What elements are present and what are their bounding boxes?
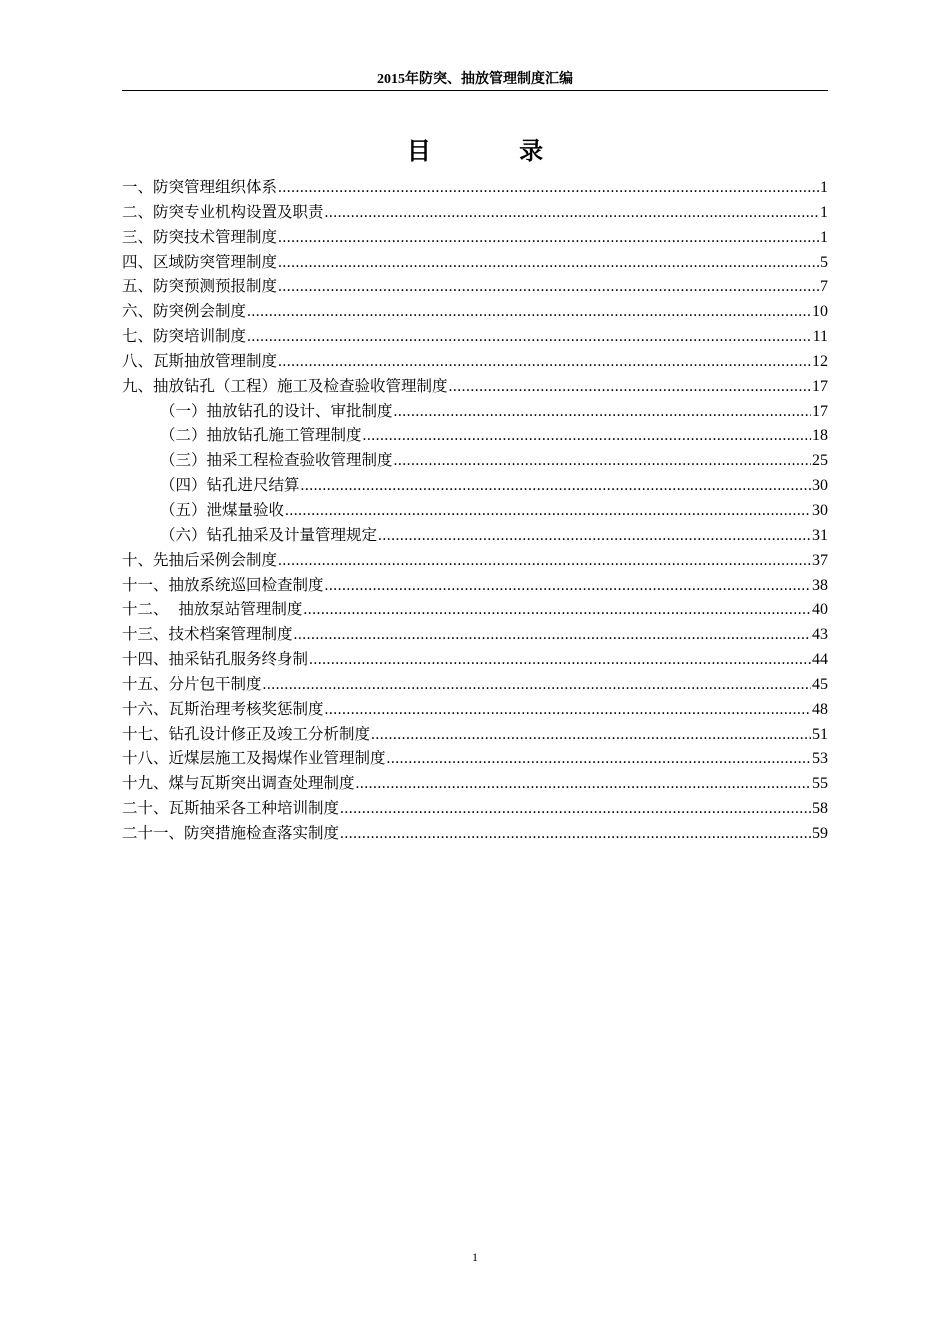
toc-list [122,175,828,846]
toc-entry-label: （一）抽放钻孔的设计、审批制度 [160,401,393,420]
toc-entry[interactable] [122,274,828,299]
toc-entry-label: 四、区域防突管理制度 [122,252,278,271]
toc-entry[interactable] [122,225,828,250]
toc-entry-page: 7 [820,278,828,296]
toc-entry[interactable] [122,349,828,374]
toc-entry-page: 17 [812,402,828,420]
toc-entry[interactable] [122,324,828,349]
toc-entry[interactable] [122,821,828,846]
toc-entry-page: 51 [812,725,828,743]
toc-entry-label: 十四、抽采钻孔服务终身制 [122,650,309,669]
toc-entry-label: 十、先抽后采例会制度 [122,550,278,569]
toc-leader-dots [340,822,811,846]
toc-entry-label: 三、防突技术管理制度 [122,227,278,246]
toc-leader-dots [309,648,811,672]
toc-entry-page: 25 [812,452,828,470]
toc-entry-label: 十九、煤与瓦斯突出调查处理制度 [122,774,355,793]
toc-leader-dots [363,424,811,448]
toc-entry-label: 十二、 抽放泵站管理制度 [122,600,303,619]
toc-entry-label: （六）钻孔抽采及计量管理规定 [160,525,378,544]
toc-entry-label: 五、防突预测预报制度 [122,277,278,296]
toc-entry[interactable] [122,647,828,672]
toc-leader-dots [371,723,811,747]
toc-entry-label: 十六、瓦斯治理考核奖惩制度 [122,699,324,718]
toc-leader-dots [263,673,811,697]
toc-entry-page: 18 [812,427,828,445]
toc-entry[interactable] [122,299,828,324]
toc-entry[interactable] [122,672,828,697]
toc-entry-page: 55 [812,775,828,793]
toc-entry[interactable] [122,473,828,498]
toc-entry-label: （二）抽放钻孔施工管理制度 [160,426,362,445]
toc-entry-label: 九、抽放钻孔（工程）施工及检查验收管理制度 [122,376,448,395]
toc-leader-dots [325,574,811,598]
toc-leader-dots [394,400,811,424]
toc-leader-dots [278,275,819,299]
toc-entry-page: 38 [812,576,828,594]
toc-entry[interactable] [122,374,828,399]
toc-entry-page: 58 [812,800,828,818]
toc-entry-label: 十七、钻孔设计修正及竣工分析制度 [122,724,371,743]
toc-entry-page: 45 [812,675,828,693]
toc-entry-page: 37 [812,551,828,569]
toc-entry-page: 30 [812,501,828,519]
toc-leader-dots [303,598,811,622]
toc-entry-label: 十一、抽放系统巡回检查制度 [122,575,324,594]
toc-entry[interactable] [122,573,828,598]
toc-entry-page: 12 [812,352,828,370]
toc-entry-label: 十五、分片包干制度 [122,674,262,693]
toc-entry[interactable] [122,399,828,424]
toc-leader-dots [278,251,819,275]
toc-entry-label: （五）泄煤量验收 [160,500,285,519]
toc-leader-dots [325,698,811,722]
toc-leader-dots [356,772,811,796]
toc-entry-page: 44 [812,651,828,669]
toc-entry-page: 48 [812,700,828,718]
toc-entry-label: 六、防突例会制度 [122,302,247,321]
toc-entry-page: 11 [812,328,828,346]
toc-entry[interactable] [122,697,828,722]
toc-entry[interactable] [122,796,828,821]
toc-leader-dots [247,325,812,349]
toc-entry[interactable] [122,746,828,771]
toc-entry[interactable] [122,771,828,796]
toc-entry[interactable] [122,548,828,573]
toc-entry-page: 43 [812,626,828,644]
toc-leader-dots [278,176,819,200]
toc-entry[interactable] [122,622,828,647]
toc-entry[interactable] [122,200,828,225]
toc-entry-label: （三）抽采工程检查验收管理制度 [160,451,393,470]
toc-leader-dots [325,201,819,225]
toc-leader-dots [285,499,811,523]
toc-leader-dots [278,549,811,573]
toc-leader-dots [340,797,811,821]
toc-entry[interactable] [122,597,828,622]
header-title: 2015年防突、抽放管理制度汇编 [377,72,573,87]
toc-entry-label: 七、防突培训制度 [122,327,247,346]
toc-entry-label: 二十一、防突措施检查落实制度 [122,823,340,842]
toc-entry-page: 1 [820,228,828,246]
toc-entry[interactable] [122,423,828,448]
toc-leader-dots [278,226,819,250]
toc-entry-page: 59 [812,824,828,842]
toc-entry-page: 17 [812,377,828,395]
toc-entry[interactable] [122,498,828,523]
toc-entry-label: （四）钻孔进尺结算 [160,476,300,495]
toc-entry-page: 10 [812,303,828,321]
toc-leader-dots [278,350,811,374]
toc-leader-dots [378,524,811,548]
toc-entry-label: 十八、近煤层施工及揭煤作业管理制度 [122,749,386,768]
toc-entry-label: 八、瓦斯抽放管理制度 [122,351,278,370]
toc-leader-dots [301,474,811,498]
toc-entry-label: 二十、瓦斯抽采各工种培训制度 [122,799,340,818]
toc-entry[interactable] [122,722,828,747]
toc-entry-page: 5 [820,253,828,271]
toc-entry-label: 二、防突专业机构设置及职责 [122,202,324,221]
toc-leader-dots [449,375,811,399]
toc-entry-page: 30 [812,477,828,495]
toc-leader-dots [247,300,811,324]
toc-entry[interactable] [122,448,828,473]
toc-entry-page: 53 [812,750,828,768]
toc-entry-label: 十三、技术档案管理制度 [122,625,293,644]
toc-leader-dots [387,747,811,771]
toc-entry[interactable] [122,250,828,275]
toc-entry[interactable] [122,523,828,548]
toc-title: 目 录 [406,136,584,165]
toc-entry-label: 一、防突管理组织体系 [122,178,278,196]
page-header [122,70,828,91]
page-number: 1 [472,1250,478,1264]
toc-entry-page: 1 [820,179,828,196]
toc-leader-dots [294,623,811,647]
toc-entry[interactable] [122,175,828,200]
toc-entry-page: 40 [812,601,828,619]
toc-entry-page: 31 [812,526,828,544]
toc-entry-page: 1 [820,203,828,221]
toc-leader-dots [394,449,811,473]
